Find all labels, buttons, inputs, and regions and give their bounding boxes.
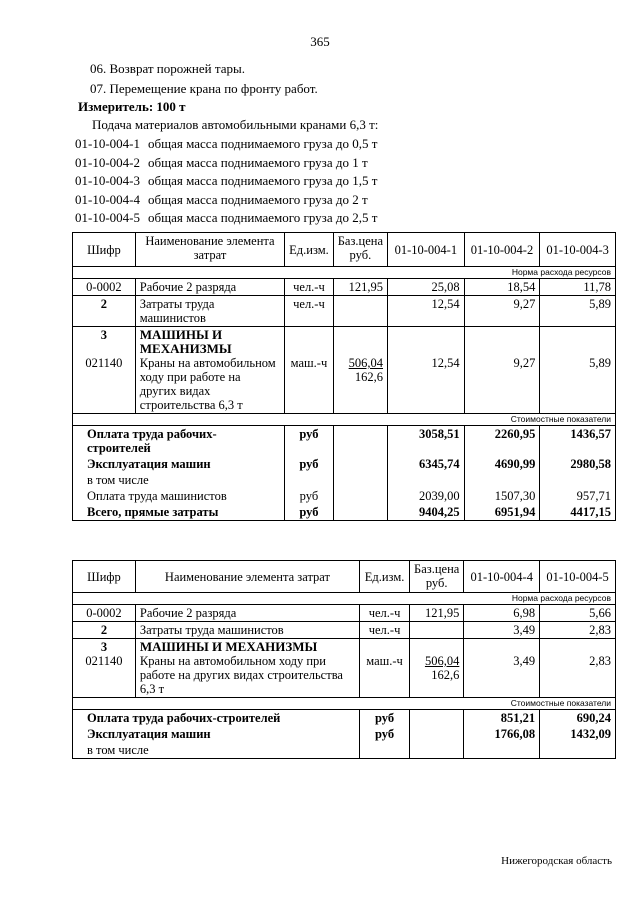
machines-cipher: 3 (100, 328, 108, 342)
crane-value: 9,27 (513, 356, 536, 370)
cost-value (464, 742, 540, 759)
crane-name: Краны на автомобильном ходу при работе на других видах строительства 6,3 т (139, 654, 343, 696)
table-row (73, 605, 616, 622)
cell-price: 121,95 (333, 279, 387, 296)
cost-name: Оплата труда рабочих-строителей (73, 426, 285, 457)
cell-cipher: 2 (73, 296, 136, 327)
table-row-machines (73, 327, 616, 414)
cost-name: Оплата труда рабочих-строителей (73, 710, 360, 727)
cost-price (333, 456, 387, 472)
header-cipher: Шифр (73, 561, 136, 593)
cost-name: Эксплуатация машин (73, 726, 360, 742)
cell-value: 2,83 (540, 622, 616, 639)
cost-unit: руб (360, 726, 410, 742)
table-row-machines (73, 639, 616, 698)
cost-price (333, 426, 387, 457)
code-list-item: 01-10-004-5 общая масса поднимаемого груза до 2,5 т (75, 210, 378, 225)
cell-unit: чел.-ч (360, 605, 410, 622)
resource-table-1 (72, 232, 616, 521)
cost-name: в том числе (73, 472, 285, 488)
cost-name: Всего, прямые затраты (73, 504, 285, 521)
cost-price (410, 726, 464, 742)
crane-value: 3,49 (513, 654, 536, 668)
norm-label-row (73, 593, 616, 605)
cost-value (540, 742, 616, 759)
cost-value: 6951,94 (464, 504, 540, 521)
code-list-item: 01-10-004-3 общая масса поднимаемого груза до 1,5 т (75, 173, 378, 188)
cell-value: 6,98 (464, 605, 540, 622)
cell-value: 25,08 (388, 279, 465, 296)
cost-row (73, 472, 616, 488)
crane-price-bottom: 162,6 (354, 370, 384, 384)
crane-unit: маш.-ч (290, 356, 328, 370)
cost-row (73, 726, 616, 742)
cell-value (540, 639, 616, 698)
norm-label: Норма расхода ресурсов (73, 267, 616, 279)
cost-value (540, 472, 616, 488)
table-header-row (73, 233, 616, 267)
cell-unit: чел.-ч (285, 279, 334, 296)
header-cipher: Шифр (73, 233, 136, 267)
cell-cipher: 0-0002 (73, 279, 136, 296)
cell-value: 3,49 (464, 622, 540, 639)
cost-value: 9404,25 (388, 504, 465, 521)
cell-value: 5,89 (540, 296, 616, 327)
cell-price (410, 639, 464, 698)
cost-unit (285, 472, 334, 488)
machines-heading: МАШИНЫ И МЕХАНИЗМЫ (139, 639, 318, 654)
header-price: Баз.цена руб. (333, 233, 387, 267)
cell-cipher: 2 (73, 622, 136, 639)
cell-unit (360, 639, 410, 698)
norm-label: Норма расхода ресурсов (73, 593, 616, 605)
crane-unit: маш.-ч (366, 654, 403, 668)
cell-cipher (73, 639, 136, 698)
cost-value: 2039,00 (388, 488, 465, 504)
code-list-item: 01-10-004-1 общая масса поднимаемого груза до 0,5 т (75, 136, 378, 151)
cost-value: 690,24 (540, 710, 616, 727)
cell-name (135, 327, 284, 414)
cost-unit: руб (285, 426, 334, 457)
cost-label: Стоимостные показатели (73, 414, 616, 426)
code-list-item: 01-10-004-2 общая масса поднимаемого груза до 1 т (75, 154, 368, 170)
header-col-5: 01-10-004-5 (540, 561, 616, 593)
cost-row (73, 742, 616, 759)
crane-price-bottom: 162,6 (431, 668, 460, 682)
step-07: 07. Перемещение крана по фронту работ. (90, 81, 318, 96)
cell-name (135, 639, 359, 698)
cost-unit: руб (285, 504, 334, 521)
header-price: Баз.цена руб. (410, 561, 464, 593)
cost-value: 1507,30 (464, 488, 540, 504)
resource-table-2 (72, 560, 616, 759)
header-col-3: 01-10-004-3 (540, 233, 616, 267)
cost-value: 6345,74 (388, 456, 465, 472)
region-footer: Нижегородская область (501, 855, 612, 867)
cost-row (73, 488, 616, 504)
cell-price: 121,95 (410, 605, 464, 622)
cost-value: 4417,15 (540, 504, 616, 521)
cell-value (464, 327, 540, 414)
cell-price (333, 296, 387, 327)
cost-value: 851,21 (464, 710, 540, 727)
cost-price (333, 488, 387, 504)
code-list-item: 01-10-004-4 общая масса поднимаемого груза до 2 т (75, 191, 368, 207)
cell-name: Затраты труда машинистов (135, 296, 284, 327)
cost-value: 957,71 (540, 488, 616, 504)
cost-value: 4690,99 (464, 456, 540, 472)
cell-value: 18,54 (464, 279, 540, 296)
cell-value (540, 327, 616, 414)
cost-price (410, 710, 464, 727)
cell-value: 9,27 (464, 296, 540, 327)
cost-unit (360, 742, 410, 759)
header-unit: Ед.изм. (360, 561, 410, 593)
cell-value (388, 327, 465, 414)
cost-value: 1766,08 (464, 726, 540, 742)
cost-value (464, 472, 540, 488)
cost-value (388, 472, 465, 488)
cell-cipher: 0-0002 (73, 605, 136, 622)
cell-value: 5,66 (540, 605, 616, 622)
meter: Измеритель: 100 т (78, 99, 186, 114)
table-row (73, 296, 616, 327)
cell-unit: чел.-ч (285, 296, 334, 327)
crane-value: 2,83 (589, 654, 611, 668)
machines-heading: МАШИНЫ И МЕХАНИЗМЫ (139, 327, 232, 356)
cost-label-row (73, 414, 616, 426)
step-06: 06. Возврат порожней тары. (90, 61, 245, 76)
cost-unit: руб (285, 456, 334, 472)
cost-value: 1436,57 (540, 426, 616, 457)
cost-price (333, 472, 387, 488)
cost-name: Оплата труда машинистов (73, 488, 285, 504)
cost-row (73, 504, 616, 521)
header-col-1: 01-10-004-1 (388, 233, 465, 267)
crane-value: 5,89 (589, 356, 611, 370)
cost-unit: руб (360, 710, 410, 727)
machines-cipher: 3 (100, 640, 108, 654)
cost-row (73, 710, 616, 727)
cell-name: Затраты труда машинистов (135, 622, 359, 639)
cost-name: Эксплуатация машин (73, 456, 285, 472)
cost-unit: руб (285, 488, 334, 504)
table-header-row (73, 561, 616, 593)
cost-price (410, 742, 464, 759)
page-number: 365 (310, 34, 330, 49)
cost-value: 2260,95 (464, 426, 540, 457)
crane-price-top: 506,04 (348, 356, 384, 370)
cost-row (73, 426, 616, 457)
intro: Подача материалов автомобильными кранами 6,3 т: (92, 117, 379, 132)
cell-value: 11,78 (540, 279, 616, 296)
cost-label: Стоимостные показатели (73, 698, 616, 710)
header-unit: Ед.изм. (285, 233, 334, 267)
crane-cipher: 021140 (85, 356, 123, 370)
code-list (75, 136, 377, 229)
table-row (73, 279, 616, 296)
cell-price (410, 622, 464, 639)
cost-label-row (73, 698, 616, 710)
cost-row (73, 456, 616, 472)
table-row (73, 622, 616, 639)
cell-name: Рабочие 2 разряда (135, 279, 284, 296)
cell-name: Рабочие 2 разряда (135, 605, 359, 622)
crane-cipher: 021140 (85, 654, 123, 668)
crane-price-top: 506,04 (424, 654, 460, 668)
cost-value: 2980,58 (540, 456, 616, 472)
cell-price (333, 327, 387, 414)
cost-name: в том числе (73, 742, 360, 759)
header-col-2: 01-10-004-2 (464, 233, 540, 267)
cost-value: 3058,51 (388, 426, 465, 457)
header-name: Наименование элемента затрат (135, 233, 284, 267)
cost-value: 1432,09 (540, 726, 616, 742)
header-name: Наименование элемента затрат (135, 561, 359, 593)
cost-price (333, 504, 387, 521)
crane-name: Краны на автомобильном ходу при работе на других видах строительства 6,3 т (139, 356, 276, 412)
cell-value: 12,54 (388, 296, 465, 327)
cell-value (464, 639, 540, 698)
header-col-4: 01-10-004-4 (464, 561, 540, 593)
cell-cipher (73, 327, 136, 414)
norm-label-row (73, 267, 616, 279)
cell-unit (285, 327, 334, 414)
cell-unit: чел.-ч (360, 622, 410, 639)
crane-value: 12,54 (431, 356, 460, 370)
